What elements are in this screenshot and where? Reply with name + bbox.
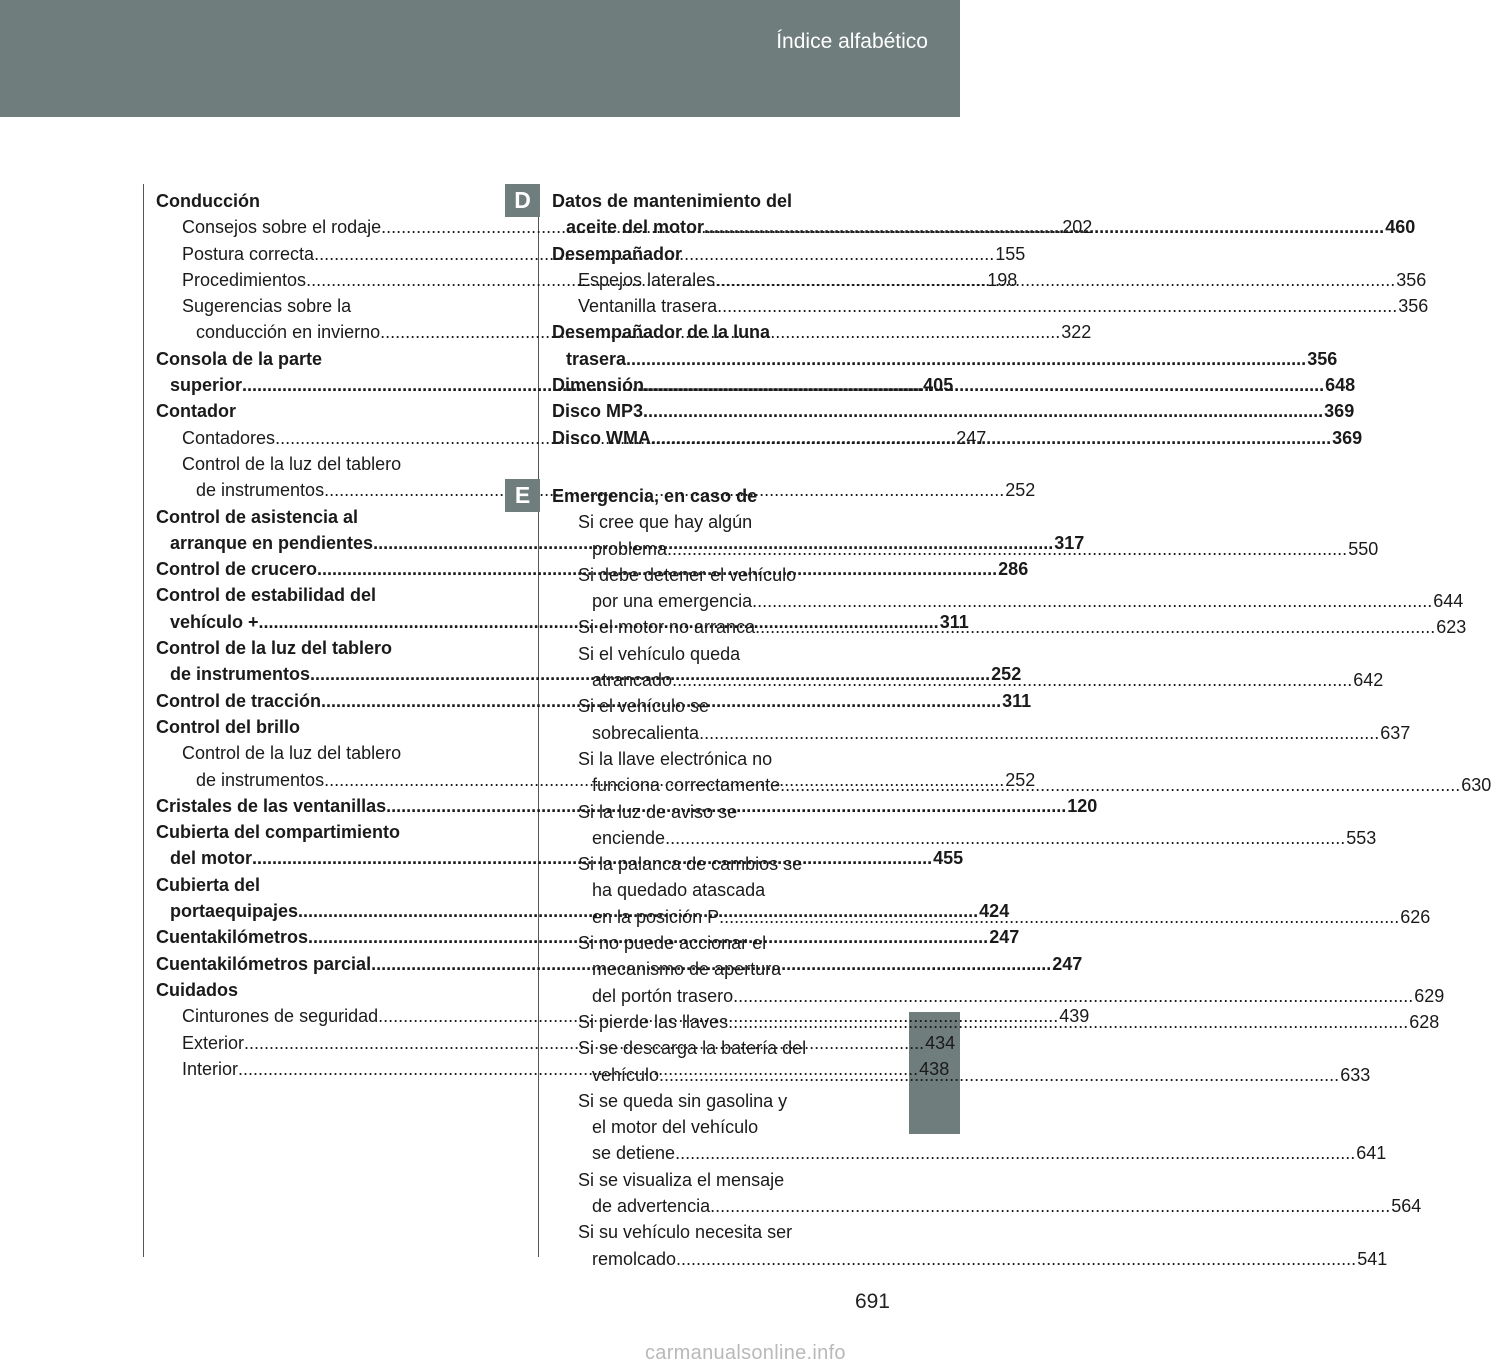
header-title: Índice alfabético <box>776 30 928 53</box>
index-subentry <box>552 1219 1388 1272</box>
page-header <box>0 0 960 117</box>
entry-text: Interior <box>182 1058 239 1079</box>
entry-text: Control de asistencia al <box>156 506 359 527</box>
dot-leader <box>715 267 1395 293</box>
entry-line <box>578 1246 1388 1272</box>
entry-text: Sugerencias sobre la <box>182 296 352 317</box>
entry-text: Si cree que hay algún <box>578 512 753 533</box>
page-ref: 628 <box>1409 1011 1440 1032</box>
entry-text: en la posición P <box>592 906 720 927</box>
index-heading <box>552 241 862 267</box>
entry-line <box>182 451 467 477</box>
page-ref: 311 <box>1002 690 1032 711</box>
entry-line <box>578 1035 862 1061</box>
page-ref: 252 <box>1005 769 1036 790</box>
entry-text: el motor del vehículo <box>592 1117 759 1138</box>
entry-text: por una emergencia <box>592 591 753 612</box>
dot-leader <box>752 588 1432 614</box>
entry-text: aceite del motor <box>566 217 705 238</box>
entry-text: vehículo + <box>170 611 259 632</box>
entry-line <box>156 819 467 845</box>
page-ref: 202 <box>1062 217 1093 238</box>
page-ref: 317 <box>1054 532 1085 553</box>
page-ref: 198 <box>987 269 1018 290</box>
entry-text: Si la luz de aviso se <box>578 801 738 822</box>
entry-text: Cuentakilómetros parcial <box>156 953 372 974</box>
entry-line <box>578 509 862 535</box>
entry-text: Cubierta del compartimiento <box>156 822 401 843</box>
entry-line <box>156 346 467 372</box>
page-ref: 460 <box>1385 217 1416 238</box>
page-ref: 434 <box>925 1032 956 1053</box>
page-ref: 286 <box>998 559 1029 580</box>
entry-text: del portón trasero <box>592 985 734 1006</box>
entry-line <box>578 956 862 982</box>
entry-line <box>156 504 467 530</box>
entry-line <box>156 872 467 898</box>
dot-leader <box>675 1140 1355 1166</box>
entry-text: enciende <box>592 827 666 848</box>
page-ref: 553 <box>1346 827 1377 848</box>
entry-text: Si se queda sin gasolina y <box>578 1090 788 1111</box>
section-letter-tab: E <box>505 479 540 512</box>
entry-line <box>578 1193 1422 1219</box>
dot-leader <box>644 372 1324 398</box>
dot-leader <box>699 720 1379 746</box>
index-heading <box>552 483 862 509</box>
entry-line <box>578 641 862 667</box>
entry-text: de instrumentos <box>196 480 325 501</box>
index-subentry <box>552 1167 1422 1220</box>
dot-leader <box>667 536 1347 562</box>
entry-line <box>578 877 862 903</box>
entry-text: Si el vehículo se <box>578 696 710 717</box>
page-ref: 356 <box>1396 269 1427 290</box>
entry-text: trasera <box>566 348 627 369</box>
entry-line <box>578 1140 1387 1166</box>
entry-text: Cristales de las ventanillas <box>156 795 387 816</box>
dot-leader <box>755 614 1435 640</box>
entry-text: Si no puede accionar el <box>578 933 767 954</box>
entry-line <box>552 398 1355 424</box>
page-ref: 644 <box>1433 591 1464 612</box>
entry-text: funciona correctamente <box>592 775 781 796</box>
entry-line <box>578 851 862 877</box>
entry-text: Control del brillo <box>156 716 300 737</box>
entry-text: de instrumentos <box>196 769 325 790</box>
page-ref: 322 <box>1061 322 1092 343</box>
dot-leader <box>728 1009 1408 1035</box>
entry-line <box>578 825 1377 851</box>
entry-text: Si la palanca de cambios se <box>578 854 803 875</box>
page-ref: 626 <box>1400 906 1431 927</box>
page-ref: 252 <box>1005 480 1036 501</box>
entry-text: Contadores <box>182 427 276 448</box>
page-ref: 550 <box>1348 538 1379 559</box>
index-heading <box>156 977 467 1003</box>
dot-leader <box>719 904 1399 930</box>
index-entry <box>552 398 1355 424</box>
page-ref: 252 <box>991 664 1022 685</box>
entry-line <box>156 188 467 214</box>
entry-text: Control de la luz del tablero <box>182 743 402 764</box>
entry-text: Emergencia, en caso de <box>552 485 758 506</box>
page-ref: 642 <box>1353 670 1384 691</box>
entry-line <box>578 1167 862 1193</box>
entry-text: conducción en invierno <box>196 322 381 343</box>
entry-text: Si pierde las llaves <box>578 1011 729 1032</box>
entry-text: Datos de mantenimiento del <box>552 191 793 211</box>
entry-text: se detiene <box>592 1143 676 1164</box>
entry-line <box>182 740 467 766</box>
entry-text: Control de crucero <box>156 559 318 580</box>
entry-line <box>156 398 467 424</box>
entry-text: Control de la luz del tablero <box>182 453 402 474</box>
entry-line <box>578 693 862 719</box>
entry-text: Desempañador de la luna <box>552 322 771 343</box>
entry-line <box>156 635 467 661</box>
page-ref: 247 <box>1052 953 1083 974</box>
index-heading <box>552 398 1355 424</box>
page-ref: 369 <box>1324 401 1355 422</box>
page-ref: 155 <box>995 243 1026 264</box>
entry-line <box>552 483 862 509</box>
entry-text: Disco WMA <box>552 427 651 448</box>
page-ref: 641 <box>1356 1143 1387 1164</box>
entry-line <box>578 930 862 956</box>
left-column-rule <box>143 184 144 1257</box>
page-ref: 311 <box>939 611 969 632</box>
page-ref: 629 <box>1414 985 1445 1006</box>
entry-line <box>578 1088 862 1114</box>
page-ref: 564 <box>1391 1195 1422 1216</box>
dot-leader <box>676 1246 1356 1272</box>
index-subentry <box>552 293 1429 319</box>
page-ref: 356 <box>1398 296 1429 317</box>
page-ref: 247 <box>989 927 1020 948</box>
entry-line <box>156 714 467 740</box>
page-ref: 356 <box>1307 348 1338 369</box>
page-ref: 424 <box>979 901 1010 922</box>
entry-text: portaequipajes <box>170 901 299 922</box>
page-ref: 438 <box>919 1058 950 1079</box>
entry-text: Si se visualiza el mensaje <box>578 1169 785 1190</box>
index-heading <box>156 714 467 740</box>
index-heading <box>156 188 467 214</box>
entry-text: Ventanilla trasera <box>578 296 718 317</box>
entry-text: Si el motor no arranca <box>578 617 756 638</box>
page-ref: 648 <box>1325 375 1356 396</box>
entry-text: Control de tracción <box>156 690 322 711</box>
entry-text: Dimensión <box>552 375 645 396</box>
entry-text: de instrumentos <box>170 664 311 685</box>
entry-text: vehículo <box>592 1064 660 1085</box>
entry-text: ha quedado atascada <box>592 880 766 901</box>
entry-text: arranque en pendientes <box>170 532 374 553</box>
entry-text: Contador <box>156 401 236 422</box>
entry-text: Consejos sobre el rodaje <box>182 217 382 238</box>
index-heading <box>156 398 467 424</box>
page-ref: 623 <box>1436 617 1467 638</box>
entry-line <box>156 582 467 608</box>
entry-line <box>156 977 467 1003</box>
dot-leader <box>780 772 1460 798</box>
entry-text: Conducción <box>156 191 260 211</box>
entry-text: atrancado <box>592 670 673 691</box>
page-ref: 633 <box>1340 1064 1371 1085</box>
page-ref: 247 <box>956 427 987 448</box>
entry-text: problema <box>592 538 668 559</box>
dot-leader <box>710 1193 1390 1219</box>
page-ref: 637 <box>1380 722 1411 743</box>
entry-text: de advertencia <box>592 1195 711 1216</box>
entry-text: Si el vehículo queda <box>578 643 741 664</box>
entry-text: Si se descarga la batería del <box>578 1038 807 1059</box>
page-ref: 630 <box>1461 775 1491 796</box>
index-subentry <box>552 1088 1387 1167</box>
entry-text: Si la llave electrónica no <box>578 748 773 769</box>
entry-text: Si debe detener el vehículo <box>578 564 797 585</box>
entry-line <box>578 720 1411 746</box>
entry-text: Exterior <box>182 1032 245 1053</box>
entry-line <box>578 799 862 825</box>
entry-line <box>578 1219 862 1245</box>
page-ref: 541 <box>1357 1248 1388 1269</box>
entry-line <box>578 293 1429 319</box>
entry-text: sobrecalienta <box>592 722 700 743</box>
dot-leader <box>672 667 1352 693</box>
entry-text: Cinturones de seguridad <box>182 1006 379 1027</box>
entry-text: Cuentakilómetros <box>156 927 309 948</box>
entry-text: Consola de la parte <box>156 348 323 369</box>
entry-text: del motor <box>170 848 253 869</box>
page-ref: 439 <box>1059 1006 1090 1027</box>
entry-text: Espejos laterales <box>578 269 716 290</box>
page-ref: 405 <box>923 375 954 396</box>
entry-text: Control de estabilidad del <box>156 585 377 606</box>
dot-leader <box>643 398 1323 424</box>
entry-text: Desempañador <box>552 243 683 264</box>
dot-leader <box>717 293 1397 319</box>
entry-text: remolcado <box>592 1248 677 1269</box>
section-letter-tab: D <box>505 184 540 217</box>
dot-leader <box>626 346 1306 372</box>
entry-line <box>578 1114 862 1140</box>
watermark: carmanualsonline.info <box>645 1342 846 1364</box>
page-ref: 369 <box>1332 427 1363 448</box>
entry-line <box>182 293 467 319</box>
entry-text: Disco MP3 <box>552 401 644 422</box>
dot-leader <box>704 214 1384 240</box>
entry-text: Si su vehículo necesita ser <box>578 1222 793 1243</box>
entry-text: Procedimientos <box>182 269 307 290</box>
entry-text: Control de la luz del tablero <box>156 638 393 659</box>
dot-leader <box>665 825 1345 851</box>
entry-text: Cubierta del <box>156 874 261 895</box>
page-ref: 120 <box>1067 795 1098 816</box>
entry-text: mecanismo de apertura <box>592 959 782 980</box>
dot-leader <box>651 425 1331 451</box>
entry-line <box>578 983 1445 1009</box>
entry-text: superior <box>170 375 243 396</box>
dot-leader <box>659 1062 1339 1088</box>
entry-line <box>552 188 862 214</box>
page-ref: 455 <box>933 848 964 869</box>
page-number: 691 <box>854 1290 890 1313</box>
entry-text: Cuidados <box>156 979 239 1000</box>
entry-line <box>578 746 862 772</box>
dot-leader <box>733 983 1413 1009</box>
entry-line <box>552 319 862 345</box>
entry-line <box>552 346 1338 372</box>
entry-line <box>578 562 862 588</box>
entry-line <box>552 241 862 267</box>
entry-text: Postura correcta <box>182 243 315 264</box>
entry-line <box>578 588 1464 614</box>
